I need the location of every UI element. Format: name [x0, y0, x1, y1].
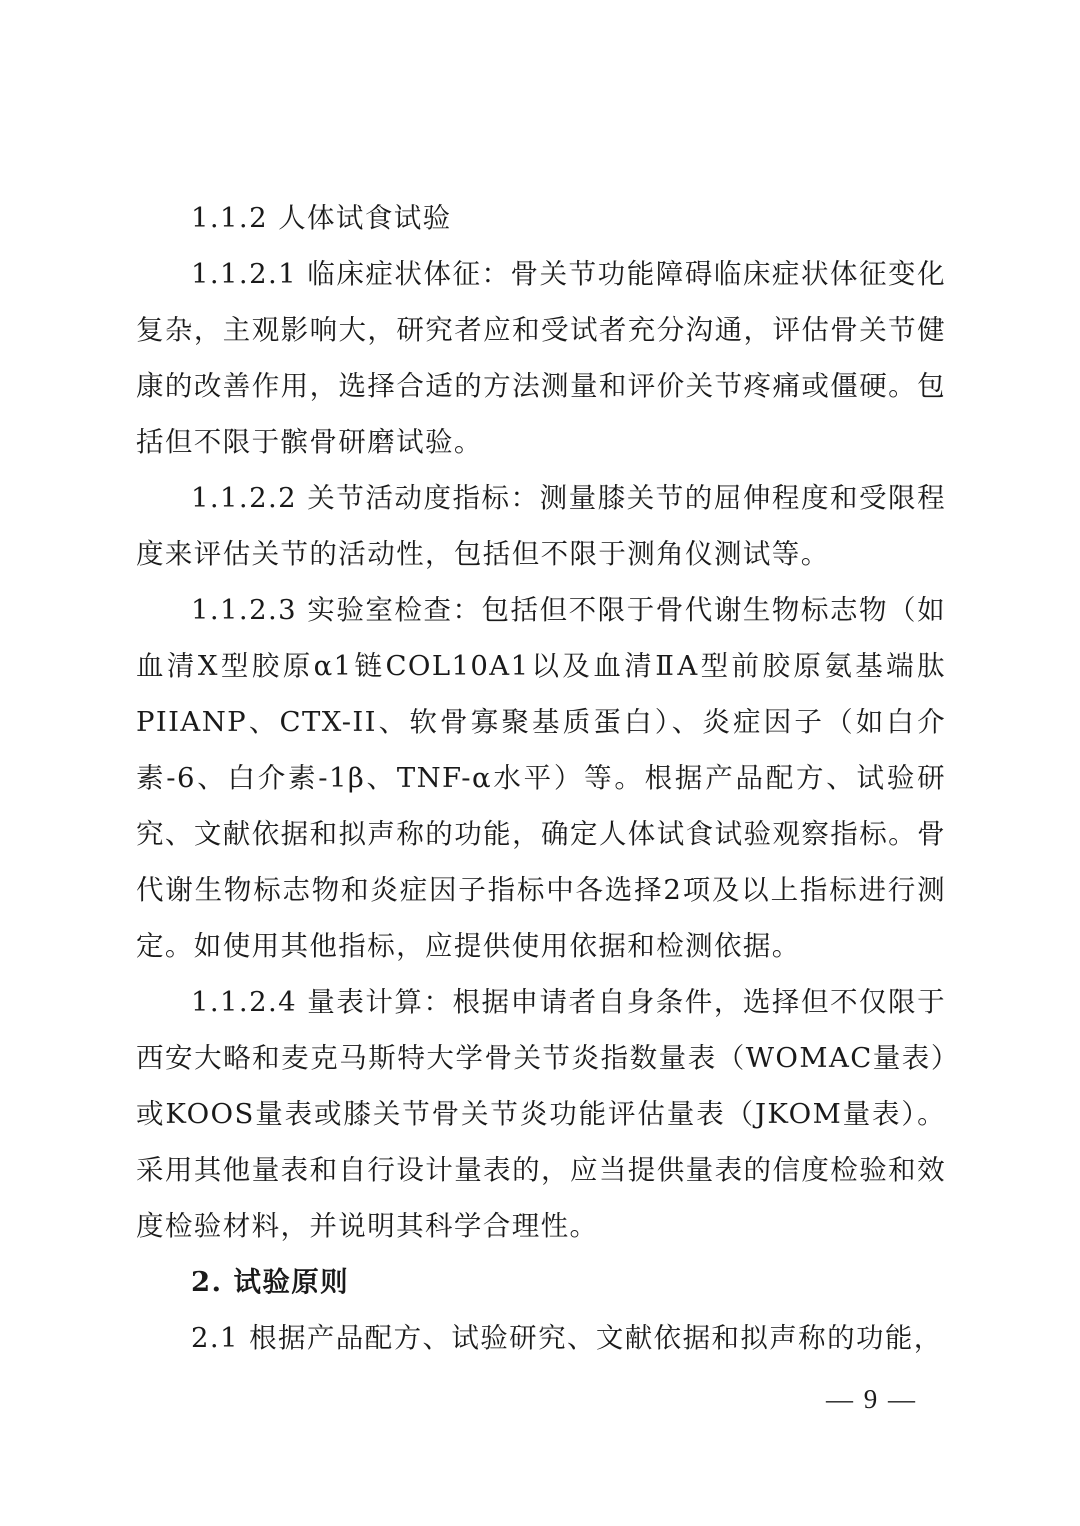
page-body: [136, 190, 946, 1366]
paragraph-1-1-2-1: 1.1.2.1 临床症状体征：骨关节功能障碍临床症状体征变化复杂，主观影响大，研究者应和受试者充分沟通，评估骨关节健康的改善作用，选择合适的方法测量和评价关节疼痛或僵硬。包括但不限于髌骨研磨试验。: [136, 258, 946, 458]
paragraph-2-1: 2.1 根据产品配方、试验研究、文献依据和拟声称的功能，: [191, 1322, 943, 1354]
section-heading-2: 2. 试验原则: [191, 1266, 350, 1298]
paragraph-1-1-2-3: 1.1.2.3 实验室检查：包括但不限于骨代谢生物标志物（如血清X型胶原α1链COL10A1以及血清ⅡA型前胶原氨基端肽PIIANP、CTX-II、软骨寡聚基质蛋白）、炎症因子（如白介素-6、白介素-1β、TNF-α水平）等。根据产品配方、试验研究、文献依据和拟声称的功能，确定人体试食试验观察指标。骨代谢生物标志物和炎症因子指标中各选择2项及以上指标进行测定。如使用其他指标，应提供使用依据和检测依据。: [136, 594, 946, 962]
page-number: — 9 —: [826, 1384, 917, 1414]
paragraph-1-1-2-2: 1.1.2.2 关节活动度指标：测量膝关节的屈伸程度和受限程度来评估关节的活动性，包括但不限于测角仪测试等。: [136, 482, 946, 570]
paragraph-1-1-2-4: 1.1.2.4 量表计算：根据申请者自身条件，选择但不仅限于西安大略和麦克马斯特大学骨关节炎指数量表（WOMAC量表）或KOOS量表或膝关节骨关节炎功能评估量表（JKOM量表）。采用其他量表和自行设计量表的，应当提供量表的信度检验和效度检验材料，并说明其科学合理性。: [136, 986, 946, 1242]
section-heading-1-1-2: 1.1.2 人体试食试验: [191, 202, 452, 234]
